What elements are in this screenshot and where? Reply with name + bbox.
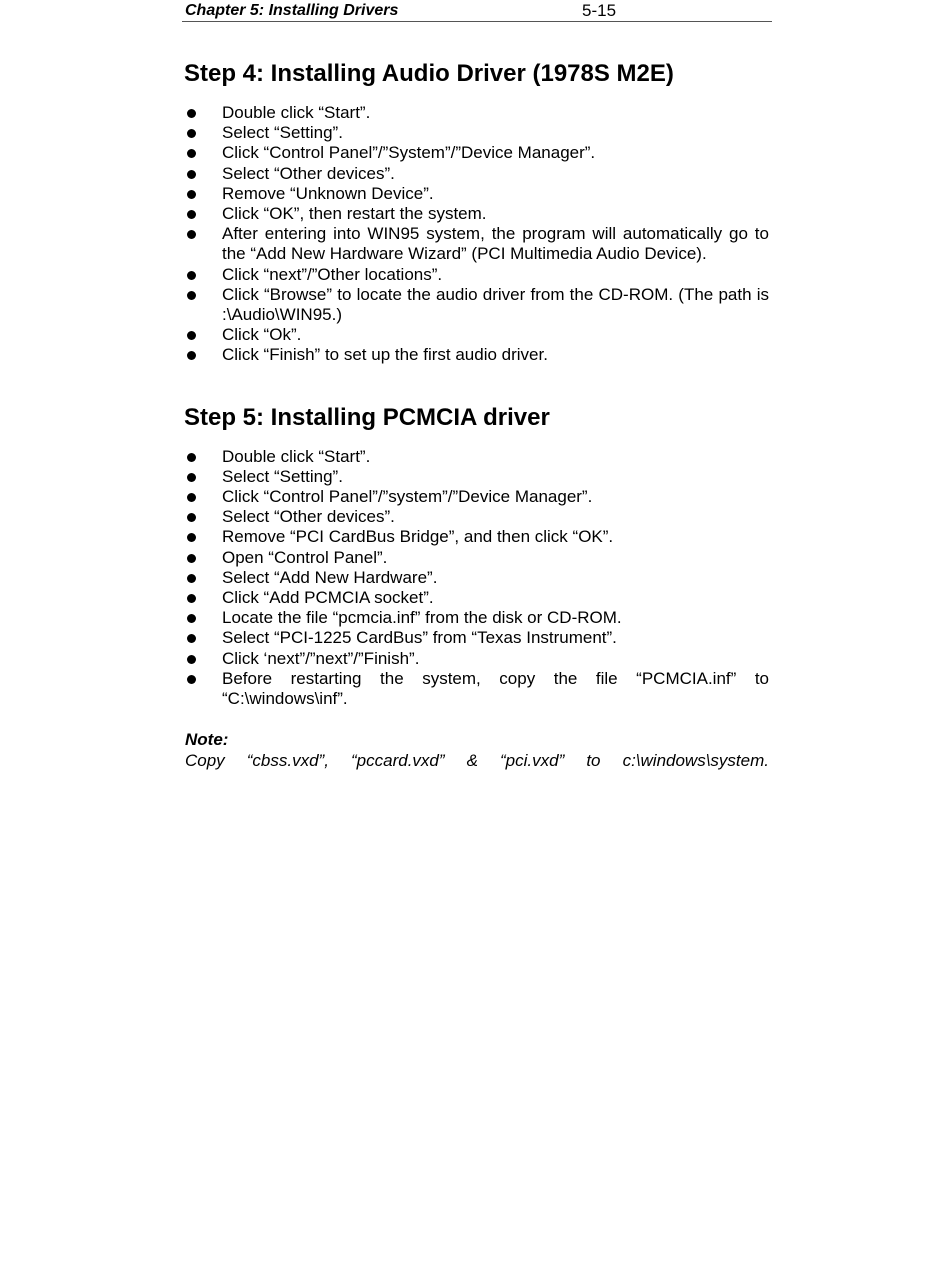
chapter-title: Chapter 5: Installing Drivers (185, 2, 399, 19)
list-item-text: After entering into WIN95 system, the program will automatically go to the “Add New Hardware Wizard” (PCI Multimedia Audio Device). (222, 224, 769, 264)
list-item-text: Click “Control Panel”/”system”/”Device Manager”. (222, 487, 593, 507)
list-item (182, 325, 772, 345)
bullet-icon (187, 655, 196, 664)
list-item (182, 345, 772, 365)
list-item (182, 628, 772, 648)
list-item (182, 265, 772, 285)
bullet-icon (187, 554, 196, 563)
page-number: 5-15 (582, 1, 617, 20)
note-text: Copy “cbss.vxd”, “pccard.vxd” & “pci.vxd” to c:\windows\system. (185, 751, 769, 771)
list-item (182, 467, 772, 487)
bullet-icon (187, 473, 196, 482)
list-item-text: Select “Setting”. (222, 123, 343, 143)
list-item-text: Double click “Start”. (222, 446, 371, 466)
list-item (182, 548, 772, 568)
list-item-text: Click ‘next”/”next”/”Finish”. (222, 648, 420, 668)
bullet-icon (187, 331, 196, 340)
bullet-icon (187, 271, 196, 280)
list-item-text: Remove “PCI CardBus Bridge”, and then click “OK”. (222, 527, 614, 547)
bullet-icon (187, 574, 196, 583)
list-item (182, 588, 772, 608)
list-item (182, 649, 772, 669)
list-item-text: Locate the file “pcmcia.inf” from the disk or CD-ROM. (222, 608, 622, 628)
list-item-text: Double click “Start”. (222, 103, 371, 122)
bullet-icon (187, 533, 196, 542)
list-item (182, 507, 772, 527)
note-label: Note: (185, 730, 229, 750)
list-item-text: Select “Setting”. (222, 466, 343, 486)
list-item (182, 527, 772, 547)
running-header (182, 0, 772, 22)
list-item (182, 164, 772, 184)
step4-list (182, 103, 772, 366)
bullet-icon (187, 170, 196, 179)
list-item (182, 568, 772, 588)
list-item-text: Select “Other devices”. (222, 507, 395, 527)
bullet-icon (187, 634, 196, 643)
bullet-icon (187, 614, 196, 623)
bullet-icon (187, 109, 196, 118)
list-item (182, 143, 772, 163)
list-item-text: Select “Add New Hardware”. (222, 567, 438, 587)
document-page (182, 0, 772, 771)
list-item-text: Click “Control Panel”/”System”/”Device Manager”. (222, 143, 596, 163)
bullet-icon (187, 149, 196, 158)
list-item-text: Click “next”/”Other locations”. (222, 264, 443, 284)
list-item-text: Before restarting the system, copy the file “PCMCIA.inf” to “C:\windows\inf”. (222, 668, 769, 709)
list-item-text: Select “PCI-1225 CardBus” from “Texas Instrument”. (222, 628, 617, 648)
bullet-icon (187, 351, 196, 360)
list-item-text: Click “Ok”. (222, 325, 302, 345)
bullet-icon (187, 675, 196, 684)
bullet-icon (187, 210, 196, 219)
list-item-text: Click “OK”, then restart the system. (222, 204, 487, 224)
bullet-icon (187, 291, 196, 300)
bullet-icon (187, 513, 196, 522)
list-item (182, 103, 772, 123)
list-item-text: Click “Finish” to set up the first audio driver. (222, 345, 548, 365)
bullet-icon (187, 230, 196, 239)
bullet-icon (187, 190, 196, 199)
list-item (182, 669, 772, 709)
list-item-text: Click “Browse” to locate the audio driver from the CD-ROM. (The path is :\Audio\WIN95.) (222, 284, 769, 325)
list-item-text: Click “Add PCMCIA socket”. (222, 588, 434, 608)
bullet-icon (187, 129, 196, 138)
bullet-icon (187, 453, 196, 462)
list-item-text: Select “Other devices”. (222, 163, 395, 183)
list-item (182, 487, 772, 507)
list-item-text: Remove “Unknown Device”. (222, 183, 434, 203)
bullet-icon (187, 594, 196, 603)
list-item (182, 447, 772, 467)
list-item (182, 285, 772, 325)
list-item (182, 204, 772, 224)
note (182, 729, 772, 771)
step5-heading: Step 5: Installing PCMCIA driver (184, 403, 550, 431)
list-item (182, 224, 772, 264)
list-item (182, 184, 772, 204)
list-item (182, 608, 772, 628)
list-item-text: Open “Control Panel”. (222, 547, 388, 567)
list-item (182, 123, 772, 143)
step4-heading: Step 4: Installing Audio Driver (1978S M2E) (184, 60, 674, 87)
step5-list (182, 447, 772, 710)
bullet-icon (187, 493, 196, 502)
